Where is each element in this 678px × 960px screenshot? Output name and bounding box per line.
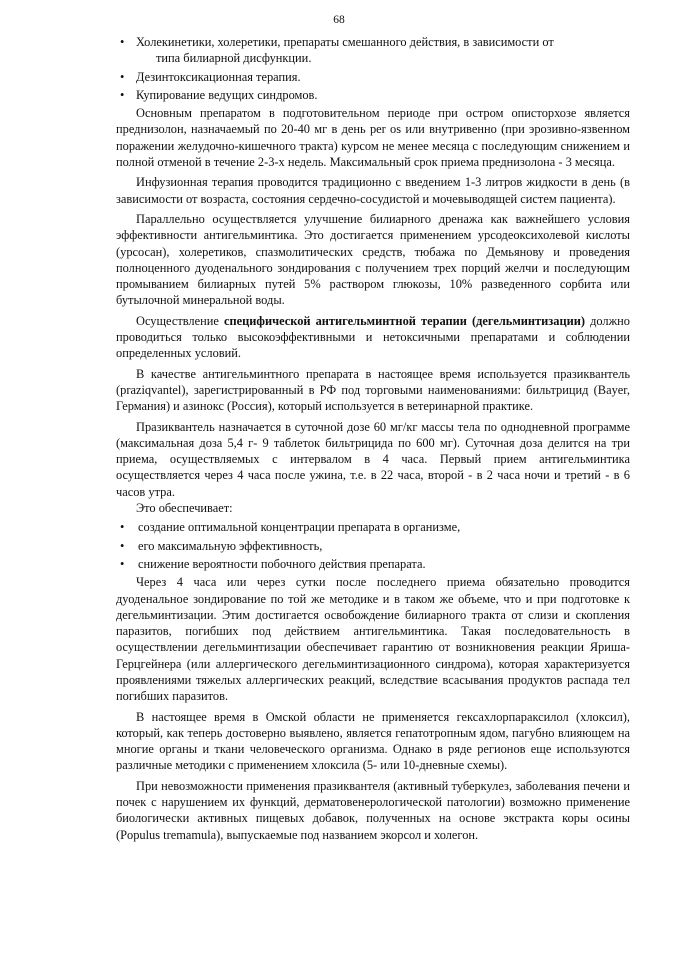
paragraph-text: должно проводиться только высокоэффективными и нетоксичными препаратами и соблюдении определенных условий. bbox=[116, 313, 630, 361]
list-item bbox=[116, 538, 630, 554]
list-item-text: его максимальную эффективность, bbox=[138, 538, 323, 553]
paragraph-alternatives: При невозможности применения празиквантеля (активный туберкулез, заболевания печени и почек с нарушением их функций, дерматовенерологической патологии) возможно применение биологически активных пищевых добавок, полученных на основе экстракта коры осины (Populus tremamula), выпускаемые под названием экорсол и холегон. bbox=[116, 778, 630, 842]
middle-bullet-list bbox=[116, 519, 630, 572]
bullet-icon: • bbox=[120, 520, 125, 535]
list-item bbox=[116, 34, 630, 67]
paragraph-emphasis: специфической антигельминтной терапии (дегельминтизации) bbox=[223, 313, 586, 328]
paragraph-provides: Это обеспечивает: bbox=[136, 501, 233, 516]
paragraph-infusion: Инфузионная терапия проводится традиционно с введением 1-3 литров жидкости в день (в зависимости от возраста, состояния сердечно-сосудистой и мочевыводящей систем пациента). bbox=[116, 175, 630, 206]
page-content bbox=[116, 34, 630, 843]
list-item bbox=[116, 69, 630, 85]
paragraph-specific-therapy bbox=[116, 313, 630, 362]
bullet-icon: • bbox=[120, 556, 125, 571]
page-number: 68 bbox=[333, 14, 345, 26]
paragraph-duodenal-probing: Через 4 часа или через сутки после последнего приема обязательно проводится дуоденальное зондирование по той же методике и в таком же объеме, что и при подготовке к дегельминтизации. Этим достигается освобождение билиарного тракта от слизи и скопления паразитов, погибших под действием антигельминтика. Такая последовательность в осуществлении дегельминтизации обеспечивает гарантию от возникновения реакции Яриша-Герцгейнера (или аллергического дегельминтизационного синдрома), которая характеризуется проявлениями тяжелых аллергических реакций, вследствие всасывания продуктов распада тел погибших паразитов. bbox=[116, 575, 630, 704]
paragraph-dosage: Празиквантель назначается в суточной дозе 60 мг/кг массы тела по однодневной программе (максимальная доза 5,4 г- 9 таблеток бильтрицида по 600 мг). Суточная доза делится на три приема, осуществляемых с интервалом в 4 часа. Первый прием антигельминтика осуществляется через 4 часа после ужина, т.е. в 22 часа, второй - в 2 часа ночи и третий - в 6 часов утра. bbox=[116, 419, 630, 499]
list-item-text: создание оптимальной концентрации препарата в организме, bbox=[138, 520, 461, 535]
bullet-icon: • bbox=[120, 69, 125, 84]
paragraph-prednisolone: Основным препаратом в подготовительном периоде при остром описторхозе является преднизолон, назначаемый по 20-40 мг в день per os или внутривенно (при эрозивно-язвенном поражении желудочно-кишечного тракта) курсом не менее месяца с последующим снижением и полной отменой в течение 2-3-х недель. Максимальный срок приема преднизолона - 3 месяца. bbox=[116, 106, 630, 170]
list-item bbox=[116, 87, 630, 103]
bullet-icon: • bbox=[120, 87, 125, 102]
list-item-text: Холекинетики, холеретики, препараты смешанного действия, в зависимости от bbox=[136, 35, 554, 49]
list-item-text-continuation: типа билиарной дисфункции. bbox=[156, 51, 312, 66]
top-bullet-list bbox=[116, 34, 630, 103]
list-item-text: Дезинтоксикационная терапия. bbox=[136, 69, 301, 84]
paragraph-text: Осуществление bbox=[136, 313, 224, 328]
list-item-text: Купирование ведущих синдромов. bbox=[136, 87, 318, 102]
paragraph-praziquantel: В качестве антигельминтного препарата в настоящее время используется празиквантель (praziqvantel), зарегистрированный в РФ под торговыми наименованиями: бильтрицид (Bayer, Германия) и азинокс (Россия), который используется в ветеринарной практике. bbox=[116, 366, 630, 414]
bullet-icon: • bbox=[120, 35, 125, 49]
paragraph-chloxil: В настоящее время в Омской области не применяется гексахлорпараксилол (хлоксил), который, как теперь достоверно выявлено, является гепатотропным ядом, пагубно влияющем на многие органы и ткани человеческого организма. Однако в ряде регионов еще используются различные методики с применением хлоксила (5- или 10-дневные схемы). bbox=[116, 709, 630, 773]
list-item-text: снижение вероятности побочного действия препарата. bbox=[138, 556, 426, 571]
list-item bbox=[116, 556, 630, 572]
list-item bbox=[116, 519, 630, 535]
paragraph-biliary-drainage: Параллельно осуществляется улучшение билиарного дренажа как важнейшего условия эффективности антигельминтика. Это достигается применением урсодеоксихолевой кислоты (урсосан), холеретиков, спазмолитических средств, тюбажа по Демьянову и проведения полноценного дуоденального зондирования с получением трех порций желчи и последующим промыванием билиарных путей 5% раствором глюкозы, 10% разведенного сорбита или бутылочной минеральной воды. bbox=[116, 211, 630, 308]
bullet-icon: • bbox=[120, 538, 125, 553]
